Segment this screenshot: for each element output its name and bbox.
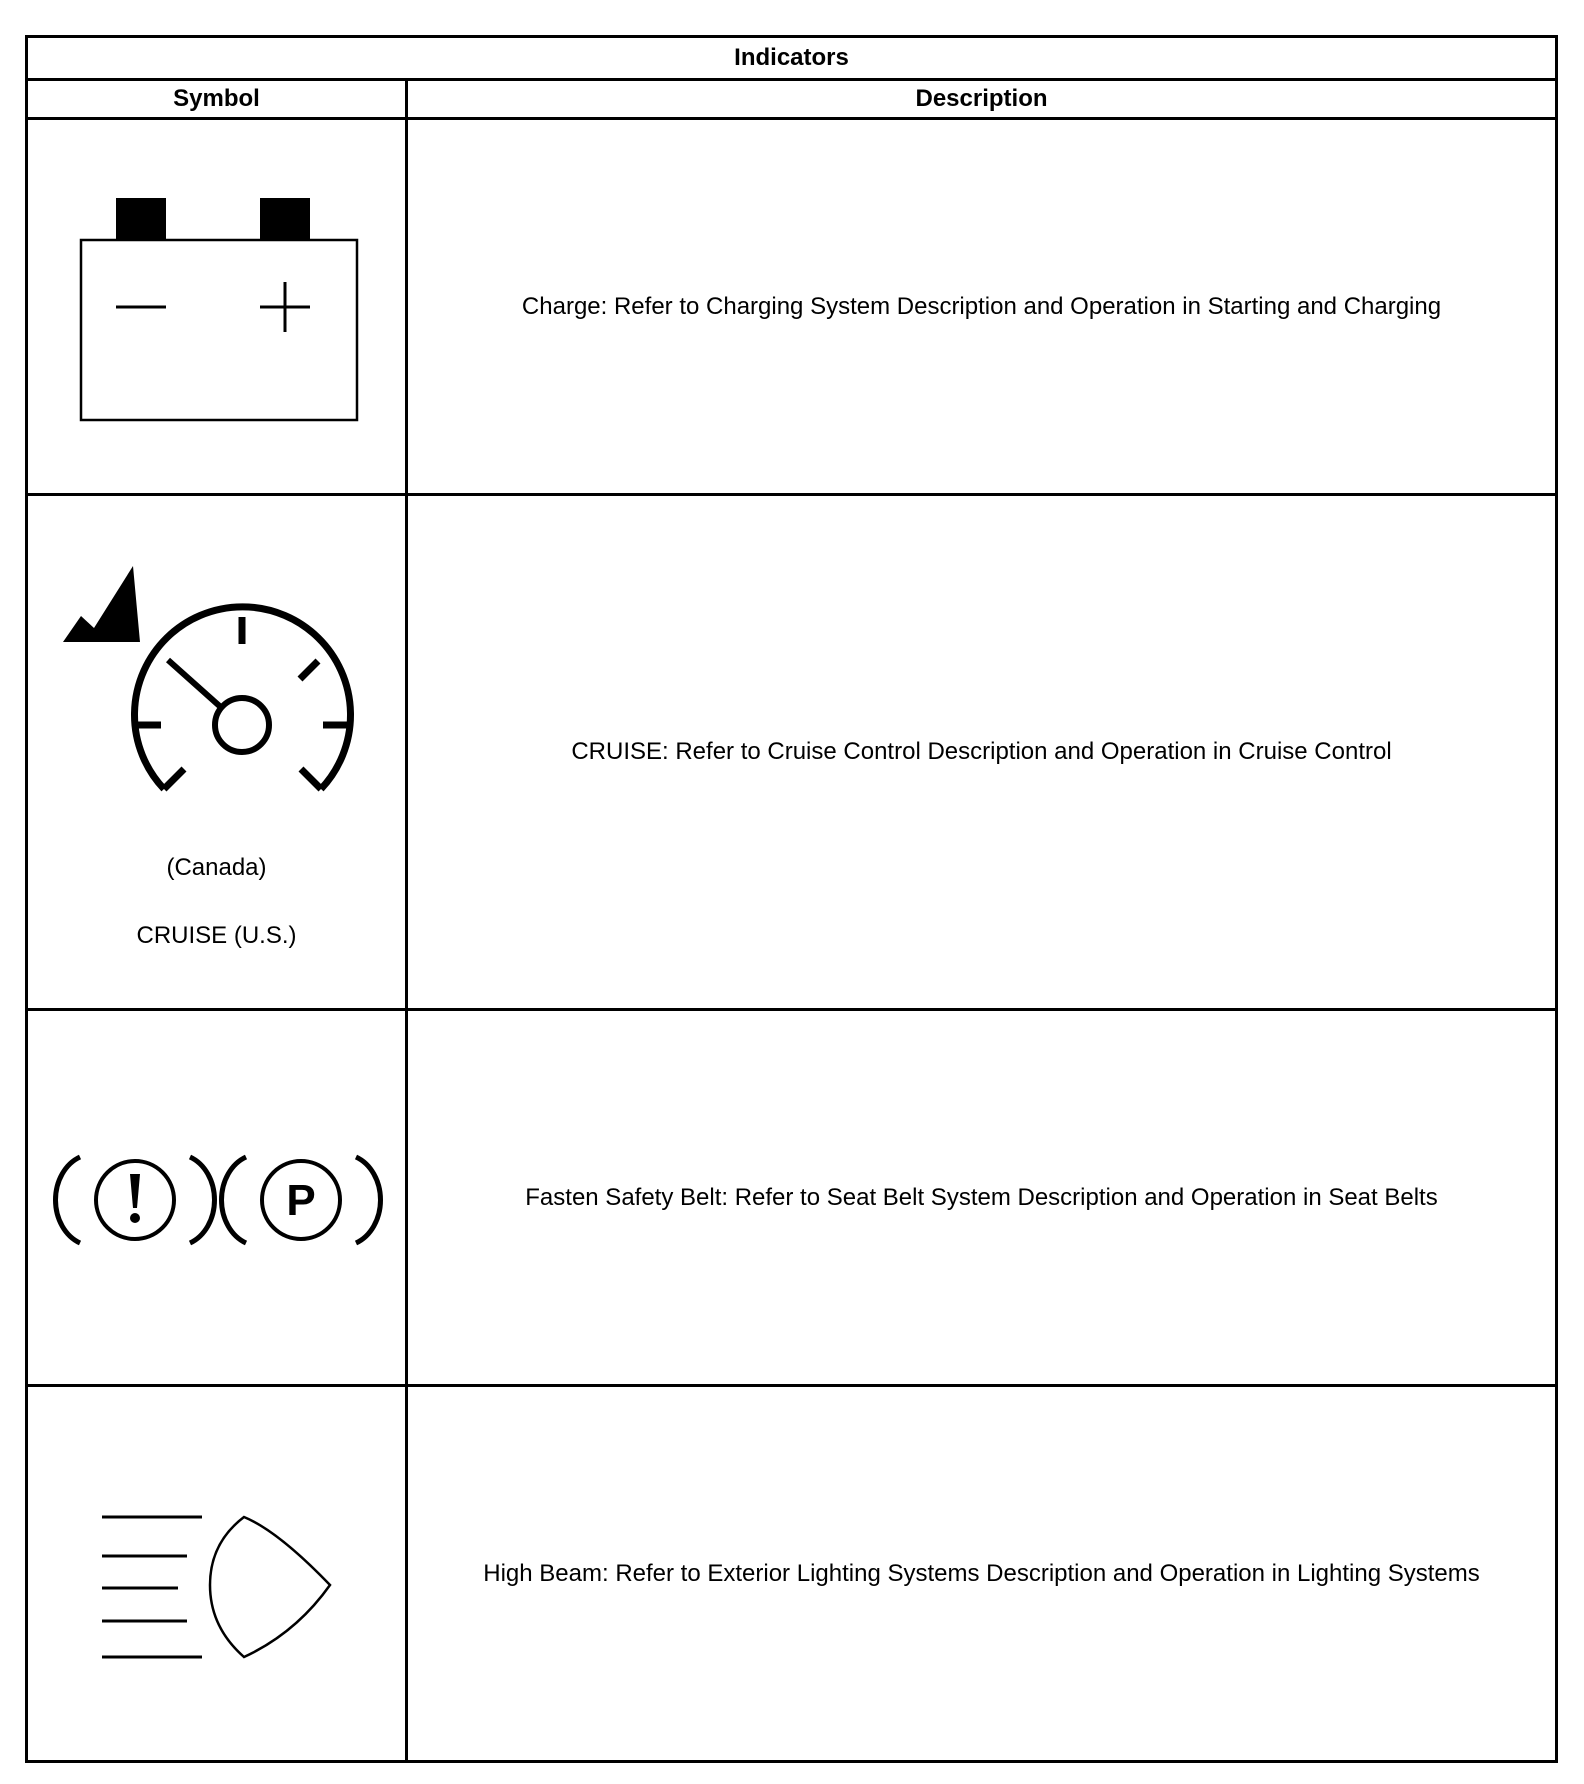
symbol-cell	[27, 1010, 407, 1386]
table-row	[27, 119, 1557, 495]
svg-text:P: P	[286, 1176, 316, 1225]
table-row	[27, 1010, 1557, 1386]
battery-icon	[28, 120, 408, 493]
us-caption: CRUISE (U.S.)	[136, 922, 297, 949]
description-cell: Fasten Safety Belt: Refer to Seat Belt System Description and Operation in Seat Belts	[407, 1010, 1557, 1386]
description-cell: CRUISE: Refer to Cruise Control Description and Operation in Cruise Control	[407, 495, 1557, 1010]
symbol-column-header: Symbol	[27, 80, 407, 119]
indicators-table	[25, 35, 1558, 1763]
symbol-cell	[27, 495, 407, 1010]
brake-warning-and-park-icon	[28, 1011, 408, 1384]
table-row	[27, 495, 1557, 1010]
table-title: Indicators	[27, 37, 1557, 80]
table-row	[27, 1386, 1557, 1762]
canada-caption: (Canada)	[166, 854, 267, 881]
description-cell: High Beam: Refer to Exterior Lighting Systems Description and Operation in Lighting Systems	[407, 1386, 1557, 1762]
description-column-header: Description	[407, 80, 1557, 119]
high-beam-icon	[28, 1387, 408, 1760]
description-cell: Charge: Refer to Charging System Description and Operation in Starting and Charging	[407, 119, 1557, 495]
symbol-cell	[27, 1386, 407, 1762]
symbol-cell	[27, 119, 407, 495]
